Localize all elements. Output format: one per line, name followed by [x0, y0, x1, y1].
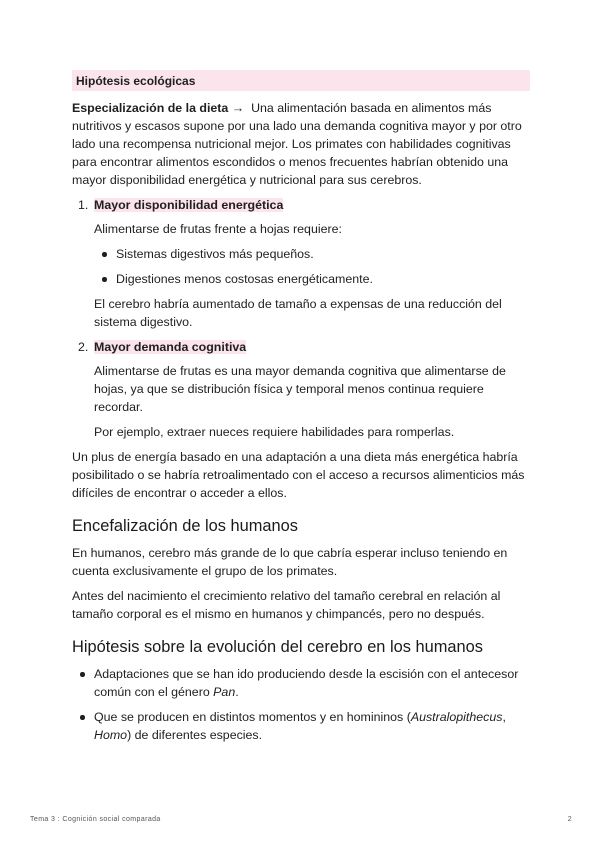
list-number: 1.	[78, 198, 89, 212]
intro-term: Especialización de la dieta	[72, 101, 229, 115]
list-item-title: Mayor demanda cognitiva	[94, 340, 247, 354]
numbered-list	[72, 196, 530, 441]
arrow-glyph: →	[231, 101, 245, 115]
bullet-item: Sistemas digestivos más pequeños.	[94, 245, 530, 263]
section-heading: Hipótesis sobre la evolución del cerebro en los humanos	[72, 638, 483, 656]
list-item-paragraph: Alimentarse de frutas es una mayor demanda cognitiva que alimentarse de hojas, ya que se distribución física y temporal menos continua requiere recordar.	[94, 364, 506, 414]
list-item-after: El cerebro habría aumentado de tamaño a expensas de una reducción del sistema digestivo.	[94, 297, 502, 329]
bullet-item: Adaptaciones que se han ido produciendo desde la escisión con el antecesor común con el género Pan.	[72, 665, 530, 701]
page-content	[72, 70, 530, 751]
closing-paragraph: Un plus de energía basado en una adaptación a una dieta más energética habría posibilitado o se habría retroalimentado con el acceso a recursos alimenticios más difíciles de encontrar o acceder a ellos.	[72, 450, 525, 500]
bullet-item: Digestiones menos costosas energéticamente.	[94, 270, 530, 288]
intro-paragraph	[72, 99, 530, 189]
page-number: 2	[567, 816, 572, 823]
section-paragraph: Antes del nacimiento el crecimiento relativo del tamaño cerebral en relación al tamaño corporal es el mismo en humanos y chimpancés, pero no después.	[72, 589, 501, 621]
section-callout-title: Hipótesis ecológicas	[72, 70, 530, 91]
list-item	[72, 196, 530, 331]
page-footer	[30, 811, 572, 829]
bullet-item: Que se producen en distintos momentos y en homininos (Australopithecus, Homo) de diferentes especies.	[72, 708, 530, 744]
section-paragraph: En humanos, cerebro más grande de lo que cabría esperar incluso teniendo en cuenta exclusivamente el grupo de los primates.	[72, 546, 508, 578]
bullet-list	[72, 665, 530, 744]
list-item	[72, 338, 530, 441]
list-item-title: Mayor disponibilidad energética	[94, 198, 284, 212]
section-heading: Encefalización de los humanos	[72, 517, 298, 535]
footer-title: Tema 3 : Cognición social comparada	[30, 816, 161, 823]
list-item-paragraph: Por ejemplo, extraer nueces requiere habilidades para romperlas.	[94, 425, 455, 439]
list-item-lead: Alimentarse de frutas frente a hojas requiere:	[94, 222, 342, 236]
intro-text: Una alimentación basada en alimentos más nutritivos y escasos supone por una lado una demanda cognitiva mayor y por otro lado una recompensa nutricional mejor. Los primates con habilidades cognitivas para encontrar alimentos escondidos o menos frecuentes habrían obtenido una mayor disponibilidad energética y nutricional para sus cerebros.	[72, 101, 522, 187]
list-number: 2.	[78, 340, 89, 354]
bullet-list	[94, 245, 530, 288]
